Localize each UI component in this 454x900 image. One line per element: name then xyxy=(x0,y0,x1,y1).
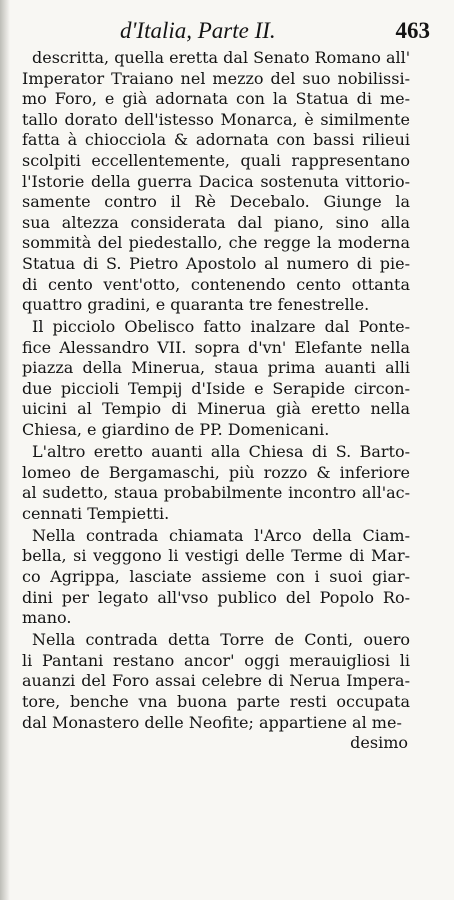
text-line: piazza della Minerua, staua prima auanti alli xyxy=(22,358,410,378)
text-line: quattro gradini, e quaranta tre fenestrelle. xyxy=(22,295,370,315)
text-line: fatta à chiocciola & adornata con bassi rilieui xyxy=(22,130,410,150)
text-line: dini per legato all'vso publico del Popolo Ro- xyxy=(22,587,410,607)
text-line: Nella contrada chiamata l'Arco della Ciam- xyxy=(32,525,410,545)
text-line: li Pantani restano ancor' oggi merauigliosi li xyxy=(22,650,410,670)
paragraph xyxy=(22,48,410,316)
gutter-shadow xyxy=(0,0,10,900)
text-line: auanzi del Foro assai celebre di Nerua Impera- xyxy=(22,671,410,691)
text-line: due piccioli Tempij d'Iside e Serapide circon- xyxy=(22,378,410,398)
text-line: mano. xyxy=(22,608,72,628)
text-line: co Agrippa, lasciate assieme con i suoi giar- xyxy=(22,567,410,587)
text-line: mo Foro, e già adornata con la Statua di me- xyxy=(22,89,410,109)
page-number: 463 xyxy=(395,18,430,43)
body-text xyxy=(22,48,410,754)
paragraph xyxy=(22,526,410,629)
text-line: al sudetto, staua probabilmente incontro all'ac- xyxy=(22,483,410,503)
text-line: L'altro eretto auanti alla Chiesa di S. Barto- xyxy=(32,442,410,462)
text-line: Chiesa, e giardino de PP. Domenicani. xyxy=(22,420,330,440)
text-line: cennati Tempietti. xyxy=(22,503,170,523)
text-line: fice Alessandro VII. sopra d'vn' Elefante nella xyxy=(22,337,410,357)
text-line: sua altezza considerata dal piano, sino alla xyxy=(22,212,410,232)
text-line: bella, si veggono li vestigi delle Terme di Mar- xyxy=(22,546,410,566)
text-line: di cento vent'otto, contenendo cento ottanta xyxy=(22,274,410,294)
text-line: samente contro il Rè Decebalo. Giunge la xyxy=(22,192,410,212)
running-title: d'Italia, Parte II. xyxy=(120,18,276,43)
text-line: descritta, quella eretta dal Senato Romano all' xyxy=(32,48,410,67)
paragraph xyxy=(22,630,410,733)
text-line: tore, benche vna buona parte resti occupata xyxy=(22,691,410,711)
text-line: lomeo de Bergamaschi, più rozzo & inferiore xyxy=(22,462,410,482)
text-line: tallo dorato dell'istesso Monarca, è similmente xyxy=(22,109,410,129)
text-line: Imperator Traiano nel mezzo del suo nobilissi- xyxy=(22,68,410,88)
text-line: Il picciolo Obelisco fatto inalzare dal Ponte- xyxy=(32,317,410,337)
text-line: sommità del piedestallo, che regge la moderna xyxy=(22,233,410,253)
paragraph xyxy=(22,317,410,441)
text-line: l'Istorie della guerra Dacica sostenuta vittorio- xyxy=(22,171,410,191)
text-line: Nella contrada detta Torre de Conti, ouero xyxy=(32,630,410,650)
paragraph xyxy=(22,442,410,524)
catch-word: desimo xyxy=(350,733,408,753)
text-line: uicini al Tempio di Minerua già eretto nella xyxy=(22,399,410,419)
text-line: scolpiti eccellentemente, quali rappresentano xyxy=(22,150,410,170)
text-line: dal Monastero delle Neofite; appartiene al me- xyxy=(22,712,402,732)
page-header xyxy=(90,16,430,46)
text-line: Statua di S. Pietro Apostolo al numero di pie- xyxy=(22,253,410,273)
